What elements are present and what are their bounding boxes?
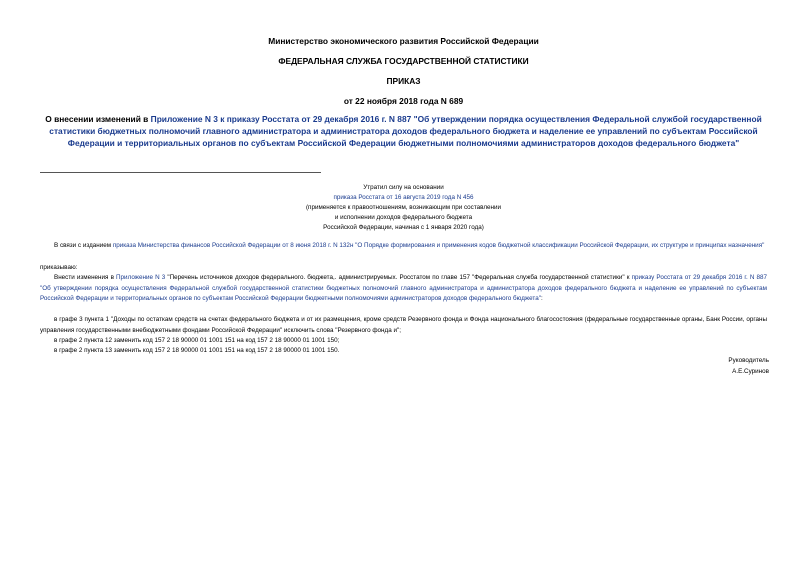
repeal-order-link[interactable]: приказа Росстата от 16 августа 2019 года N 456	[333, 194, 474, 201]
minfin-order-link[interactable]: приказа Министерства финансов Российской Федерации от 8 июня 2018 г. N 132н "О Порядке формирования и применения кодов бюджетной классификации Российской Федерации, их структуре и принципах назначения"	[112, 242, 765, 249]
paragraph-amendments	[40, 273, 767, 305]
appendix-3-link[interactable]: Приложение N 3	[116, 274, 166, 281]
paragraph-basis	[40, 241, 767, 252]
document-date: от 22 ноября 2018 года N 689	[343, 96, 464, 106]
title-prefix: О внесении изменений в	[45, 114, 151, 124]
document-title	[40, 113, 767, 149]
title-separator	[40, 172, 321, 173]
paragraph-item-13: в графе 2 пункта 13 заменить код 157 2 18 90000 01 1001 151 на код 157 2 18 90000 01 1001 150.	[54, 347, 340, 354]
amend-prefix: Внести изменения в	[54, 274, 117, 281]
amend-middle: "Перечень источников доходов федерального. бюджета,. администрируемых. Росстатом по главе 157 "Федеральная служба государственной статистики" к	[165, 274, 632, 281]
status-note-line4: и исполнении доходов федерального бюджета	[334, 214, 473, 221]
status-note-line3: (применяется к правоотношениям, возникающим при составлении	[305, 204, 502, 211]
rosstat-order-887-link[interactable]: приказу Росстата от 29 декабря 2016 г. N 887 "Об утверждении порядка осуществления Федеральной службой государственной статистики бюджетных полномочий главного администратора и администратора доходов федерального бюджета и наделение ее управлений по субъектам Российской Федерации и территориальных органов по субъектам Российской Федерации бюджетными полномочиями администраторов доходов федерального бюджета"	[40, 274, 767, 302]
status-note-line1: Утратил силу на основании	[363, 184, 444, 191]
status-note-link-line	[0, 193, 807, 204]
document-type: ПРИКАЗ	[386, 76, 421, 86]
ministry-name: Министерство экономического развития Российской Федерации	[268, 36, 539, 46]
title-amended-order-link[interactable]: Приложение N 3 к приказу Росстата от 29 декабря 2016 г. N 887 "Об утверждении порядка осуществления Федеральной службой государственной статистики бюджетных полномочий главного администратора и администратора доходов федерального бюджета и наделение ее управлений по субъектам Российской Федерации и территориальных органов по субъектам Российской Федерации бюджетными полномочиями администраторов доходов федерального бюджета"	[49, 114, 762, 148]
amend-suffix: :	[540, 295, 543, 302]
paragraph-item-1: в графе 3 пункта 1 "Доходы по остаткам средств на счетах федерального бюджета и от их размещения, кроме средств Резервного фонда и Фонда национального благосостояния (федеральные государственные органы, Банк России, органы управления государственными внебюджетными фондами Российской Федерации" исключить слова "Резервного фонда и";	[40, 316, 767, 334]
paragraph-order-word: приказываю:	[40, 264, 78, 271]
paragraph-item-12: в графе 2 пункта 12 заменить код 157 2 18 90000 01 1001 151 на код 157 2 18 90000 01 1001 150;	[54, 337, 340, 344]
signatory-name: А.Е.Суринов	[732, 368, 769, 375]
service-name: ФЕДЕРАЛЬНАЯ СЛУЖБА ГОСУДАРСТВЕННОЙ СТАТИСТИКИ	[278, 56, 529, 66]
status-note-line5: Российской Федерации, начиная с 1 января 2020 года)	[323, 224, 484, 231]
signatory-position: Руководитель	[728, 357, 769, 364]
basis-prefix: В связи с изданием	[54, 242, 113, 249]
